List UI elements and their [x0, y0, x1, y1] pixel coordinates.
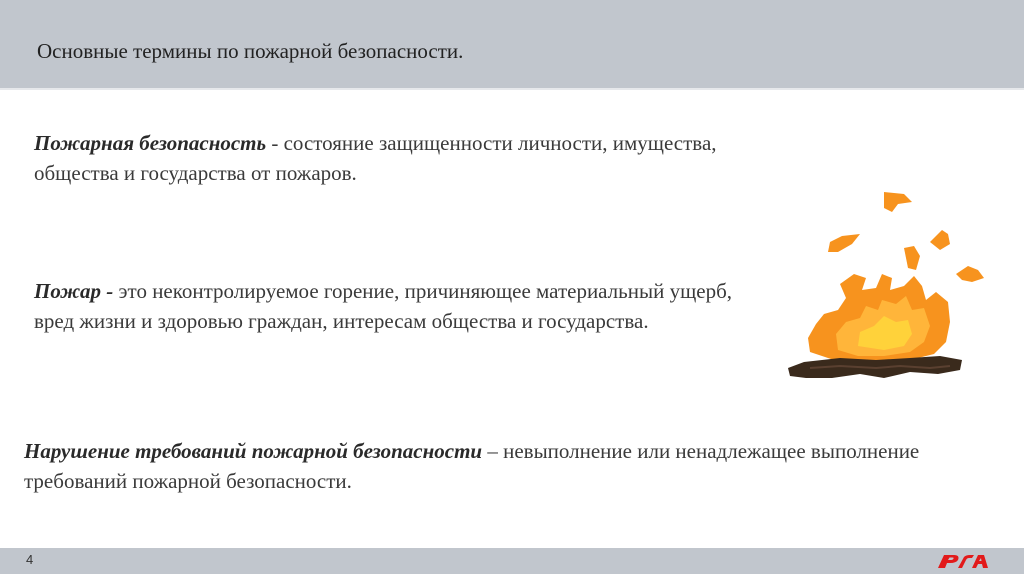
rzd-logo — [934, 552, 994, 570]
header-bar — [0, 0, 1024, 88]
page-title: Основные термины по пожарной безопасности. — [37, 39, 464, 63]
definition-separator: - — [266, 131, 284, 155]
page-number: 4 — [26, 552, 34, 567]
definition-separator: – — [482, 439, 504, 463]
definition-term: Нарушение требований пожарной безопасности — [24, 439, 483, 463]
definition-text: это неконтролируемое горение, причиняющее материальный ущерб, вред жизни и здоровью граждан, интересам общества и государства. — [34, 279, 733, 333]
header-divider — [0, 88, 1024, 90]
definition-fire — [34, 276, 774, 336]
definition-term: Пожарная безопасность — [34, 131, 267, 155]
definition-term: Пожар - — [34, 279, 119, 303]
definition-violation — [24, 436, 1004, 496]
definition-text: невыполнение или ненадлежащее выполнение требований пожарной безопасности. — [24, 439, 920, 493]
definition-text: состояние защищенности личности, имущества, общества и государства от пожаров. — [34, 131, 717, 185]
definition-fire-safety — [34, 128, 754, 188]
footer-bar — [0, 548, 1024, 574]
campfire-icon — [780, 182, 992, 386]
